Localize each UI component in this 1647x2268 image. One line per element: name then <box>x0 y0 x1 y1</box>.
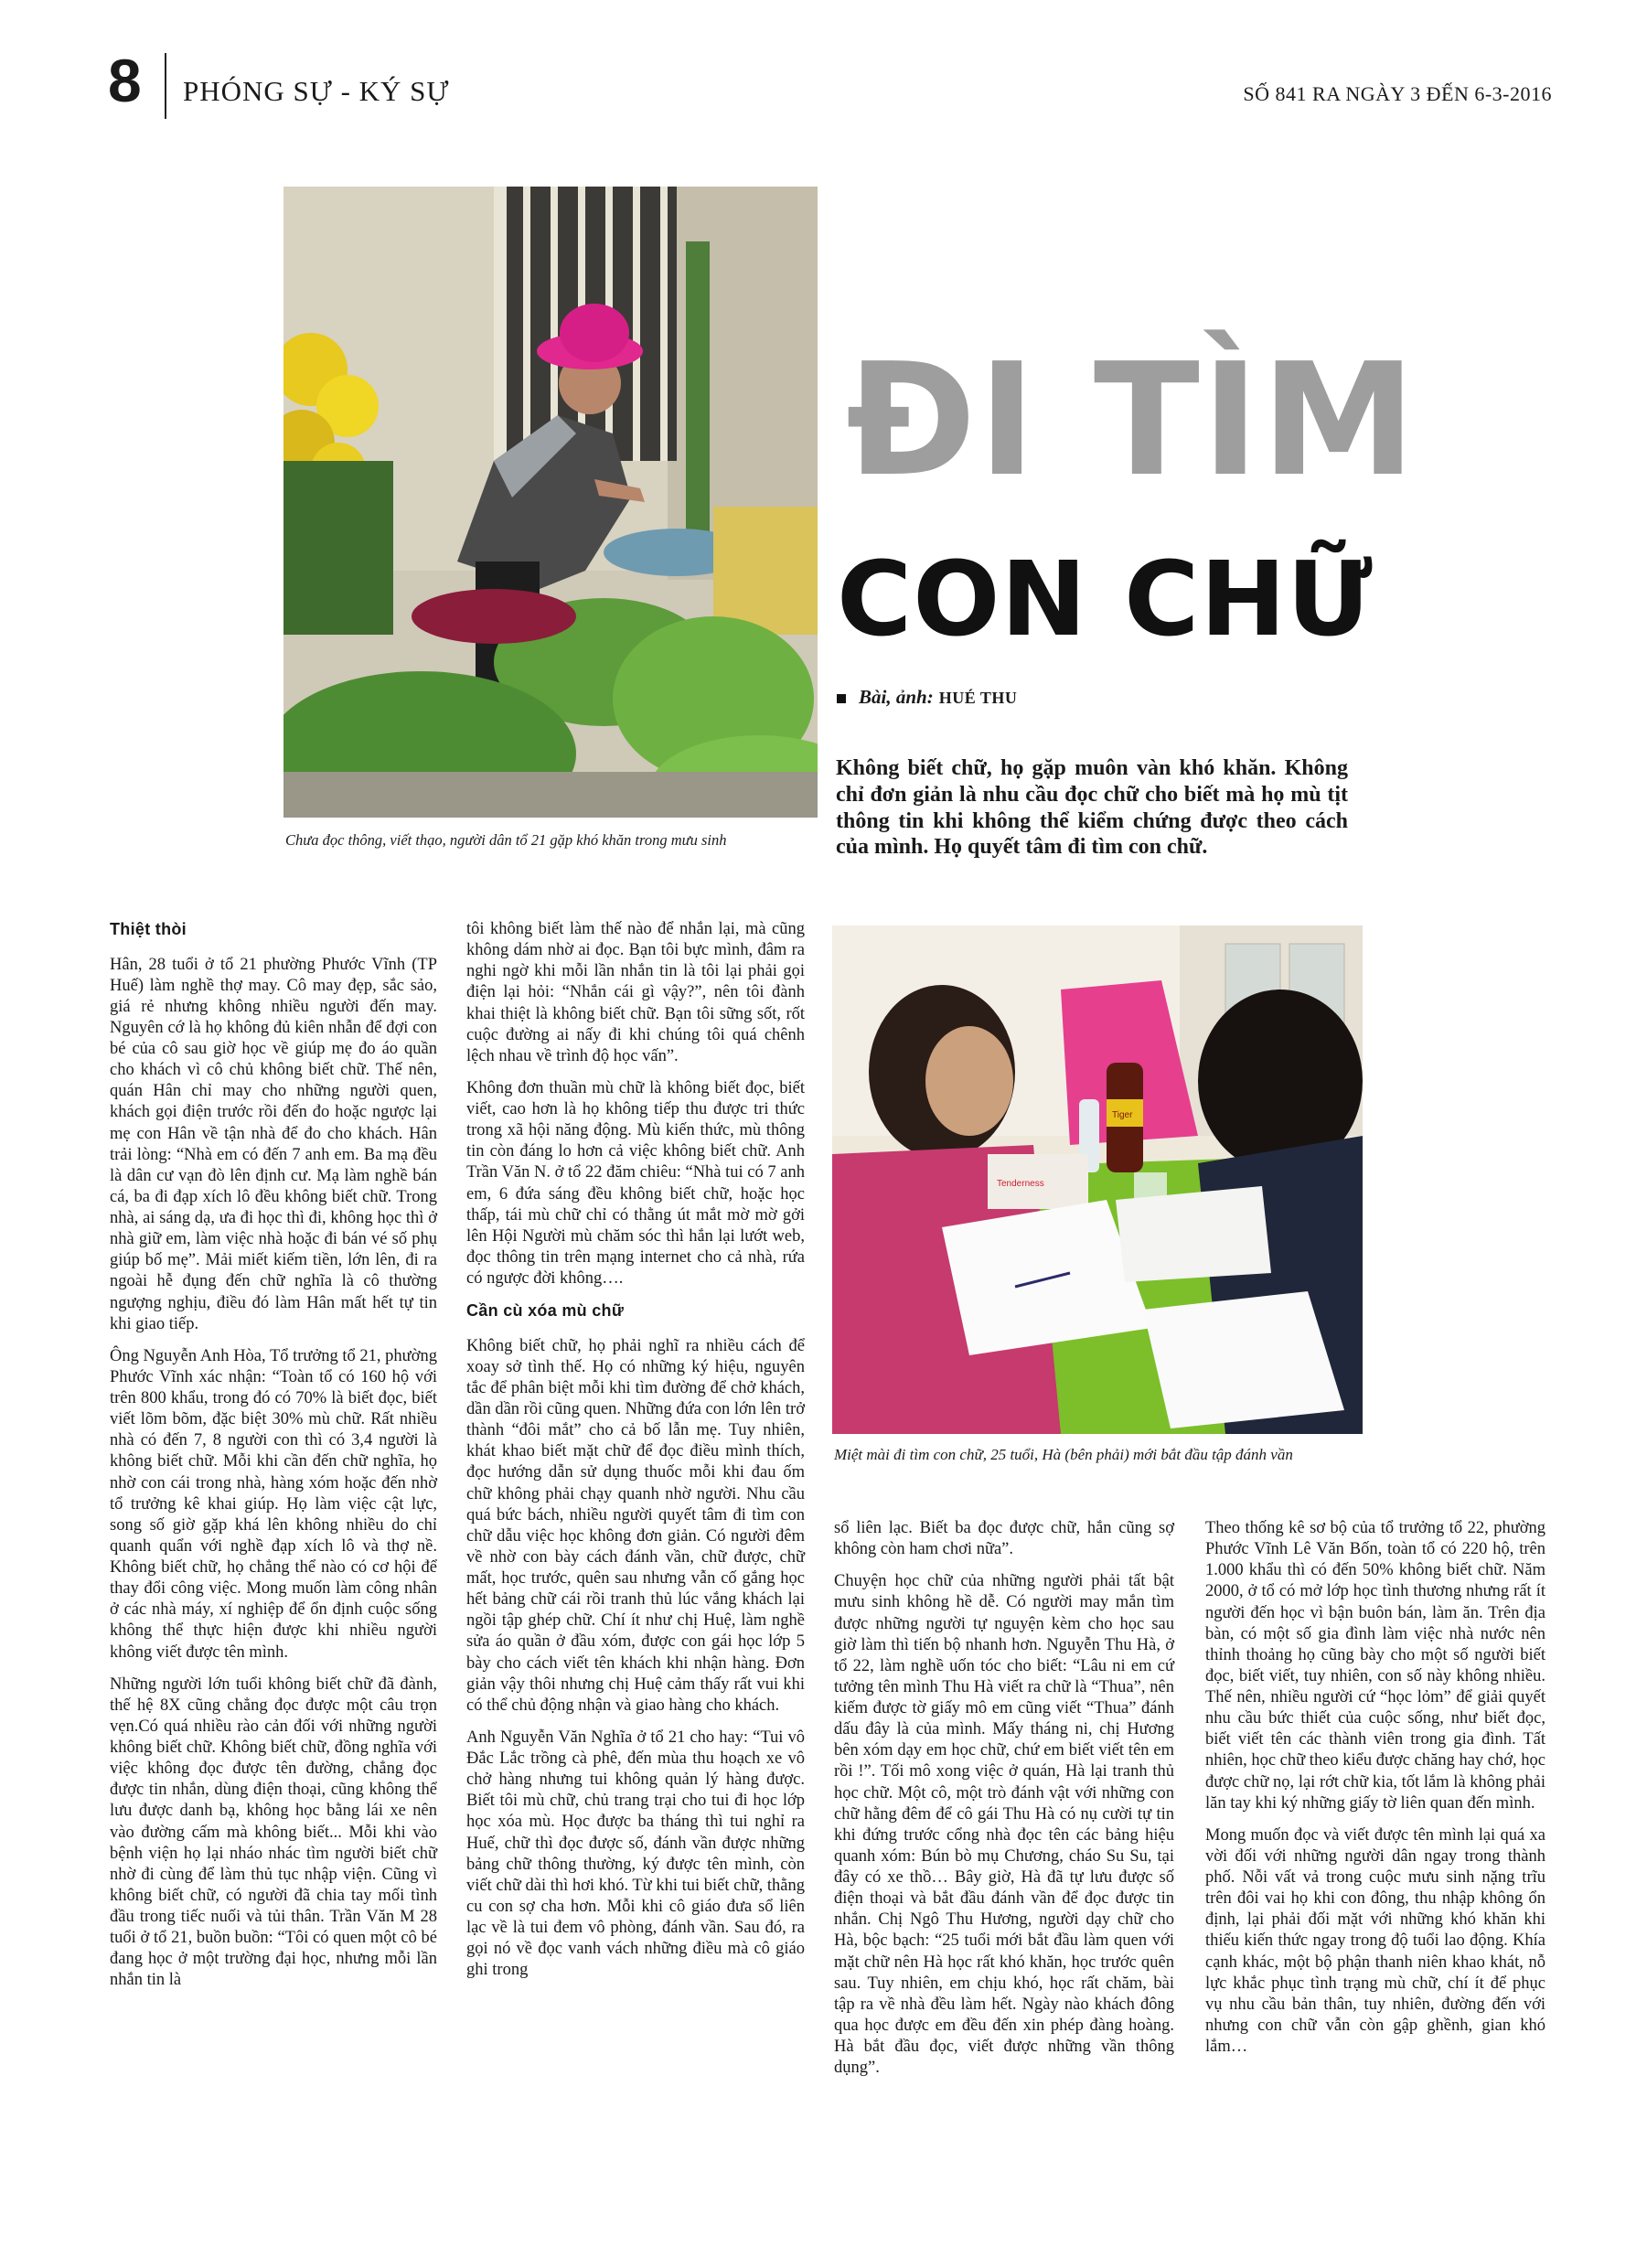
paragraph: tôi không biết làm thế nào để nhắn lại, mà cũng không dám nhờ ai đọc. Bạn tôi bực mình, đâm ra nghi ngờ khi mỗi lần nhắn tin là tôi lại phải gọi điện lại hỏi: “Nhắn cái gì vậy?”, nên tôi đành khai thiệt là không biết chữ. Bạn tôi sững sốt, rốt cuộc đường ai nấy đi khi chúng tôi quá chênh lệch nhau về trình độ học vấn”. <box>466 920 805 1065</box>
page-number: 8 <box>108 47 142 114</box>
paragraph: Theo thống kê sơ bộ của tổ trưởng tổ 22, phường Phước Vĩnh Lê Văn Bốn, toàn tổ có 220 hộ, trên 1.000 khẩu thì có đến 50% không biết chữ. Năm 2000, ở tổ có mở lớp học tình thương nhưng rất ít người đến học vì bận buôn bán, làm ăn. Trên địa bàn, có một số gia đình làm việc nhà nước nên thỉnh thoảng họ cũng bày cho một số người biết đọc, biết viết, tuy nhiên, con số này không nhiều. Thế nên, nhiều người cứ “học lỏm” để giải quyết nhu cầu bức thiết của cuộc sống, như biết đọc, biết viết tên các thành viên trong gia đình. Tất nhiên, học chữ theo kiểu được chăng hay chớ, học được chữ nọ, lại rớt chữ kia, tốt lắm là không phải lăn tay khi ký những giấy tờ liên quan đến mình. <box>1205 1519 1545 1813</box>
bottle-label: Tiger <box>1112 1110 1133 1120</box>
paragraph: Những người lớn tuổi không biết chữ đã đành, thế hệ 8X cũng chẳng đọc được một câu trọn vẹn.Có quá nhiều rào cản đối với những người không biết chữ. Không biết chữ, đồng nghĩa với việc không đọc được tên đường, chẳng đọc được tin nhắn, dùng điện thoại, cũng không thể lưu được danh bạ, không học bằng lái xe nên vào đường cấm mà không biết... Mỗi khi vào bệnh viện họ lại nháo nhác tìm người biết chữ nhờ đi cùng để làm thủ tục nhập viện. Cũng vì không biết chữ, có người đã chia tay mối tình đầu trong tiếc nuối và tủi thân. Trần Văn M 28 tuổi ở tổ 21, buồn buồn: “Tôi có quen một cô bé đang học ở một trường đại học, nhưng mỗi lần nhắn tin là <box>110 1674 437 1990</box>
issue-info: SỐ 841 RA NGÀY 3 ĐẾN 6-3-2016 <box>1243 82 1552 105</box>
column-1 <box>110 919 437 2003</box>
section-title: PHÓNG SỰ - KÝ SỰ <box>183 75 450 107</box>
byline-author: HUÉ THU <box>938 689 1018 707</box>
headline-sub: CON CHỮ <box>837 540 1374 659</box>
study-photo <box>832 925 1363 1434</box>
market-photo <box>283 187 818 818</box>
paragraph: Ông Nguyễn Anh Hòa, Tổ trưởng tổ 21, phường Phước Vĩnh xác nhận: “Toàn tổ có 160 hộ với trên 800 khẩu, trong đó có 70% là biết đọc, biết viết lõm bõm, đặc biệt 30% mù chữ. Rất nhiều nhà có đến 7, 8 người con thì có 3,4 người là không biết chữ. Mỗi khi cần đến chữ nghĩa, họ nhờ con cái trong nhà, hàng xóm hoặc đến nhờ tổ trưởng kê khai giúp. Họ làm việc cật lực, song số giờ gặp khá lên không nhiều do chỉ quanh quẩn với nghề đạp xích lô và thợ nề. Không biết chữ, họ chẳng thể nào có cơ hội để thay đổi công việc. Mong muốn làm công nhân ở các nhà máy, xí nghiệp để ổn định cuộc sống không thể thực hiện được khi nhiều người không viết được tên mình. <box>110 1346 437 1662</box>
market-photo-caption: Chưa đọc thông, viết thạo, người dân tổ 21 gặp khó khăn trong mưu sinh <box>285 831 727 849</box>
header-divider <box>165 53 166 119</box>
byline-label: Bài, ảnh: <box>859 686 934 708</box>
paragraph: sổ liên lạc. Biết ba đọc được chữ, hắn cũng sợ không còn ham chơi nữa”. <box>834 1519 1174 1559</box>
column-3 <box>834 1518 1174 2090</box>
headline-main: ĐI TÌM <box>846 330 1418 511</box>
paragraph: Mong muốn đọc và viết được tên mình lại quá xa vời đối với những người dân ngay trong thành phố. Nỗi vất vả trong cuộc mưu sinh nặng trĩu trên đôi vai họ khi con đông, thu nhập không ổn định, lại phải đối mặt với những khó khăn khi thiếu kiến thức ngay trong độ tuổi lao động. Khía cạnh khác, một bộ phận thanh niên khao khát, nỗ lực khắc phục tình trạng mù chữ, chí ít để phục vụ nhu cầu bản thân, tuy nhiên, đường đến với nhưng con chữ vẫn còn gập ghềnh, gian khó lắm… <box>1205 1825 1545 2056</box>
paragraph: Hân, 28 tuổi ở tổ 21 phường Phước Vĩnh (TP Huế) làm nghề thợ may. Cô may đẹp, sắc sảo, giá rẻ nhưng không nhiều người đến may. Nguyên cớ là họ không đủ kiên nhẫn để đợi con bé của cô sau giờ học về giúp mẹ đo áo quần cho khách vì cô chủ không biết chữ. Thế nên, quán Hân chỉ may cho những người quen, khách gọi điện trước rồi đến đo hoặc ngược lại mẹ con Hân về tận nhà để đo cho khách. Hân trải lòng: “Nhà em có đến 7 anh em. Ba mạ đều là dân cư vạn đò lên định cư. Mạ làm nghề bán cá, ba đi đạp xích lô đều không biết chữ. Trong nhà, ai sáng dạ, ưa đi học thì đi, không học thì ở nhà giữ em, làm việc nhà hoặc đi bán vé số phụ giúp bố mẹ”. Mải miết kiếm tiền, lớn lên, đi ra ngoài hễ đụng đến chữ nghĩa là cô thường ngượng nghịu, điều đó làm Hân mất hết tự tin khi giao tiếp. <box>110 955 437 1333</box>
byline-bullet <box>837 694 846 703</box>
paragraph: Chuyện học chữ của những người phải tất bật mưu sinh không hề dễ. Có người may mắn tìm được những người tự nguyện kèm cho học sau giờ làm thì tiến bộ nhanh hơn. Nguyễn Thu Hà, ở tổ 22, làm nghề uốn tóc cho biết: “Lâu ni em cứ tưởng tên mình Thu Hà viết ra chữ là “Thua”, nên kiếm được tờ giấy mô em cũng viết “Thua” đánh dấu đây là của mình. Mấy tháng ni, chị Hương bên xóm dạy em học chữ, chứ em biết viết tên em rồi !”. Tối mô xong việc ở quán, Hà lại tranh thủ học chữ. Một cô, một trò đánh vật với những con chữ hằng đêm để cô gái Thu Hà có nụ cười tự tin khi đứng trước cổng nhà đọc tên các bảng hiệu quanh xóm: Bún bò mụ Chương, cháo Su Su, tại đây có xe thồ… Bây giờ, Hà đã tự lưu được số điện thoại và bắt đầu đánh vần để đọc được tin nhắn. Chị Ngô Thu Hương, người dạy chữ cho Hà, bộc bạch: “25 tuổi mới bắt đầu làm quen với mặt chữ nên Hà học rất khó khăn, học trước quên sau. Tuy nhiên, em chịu khó, học rất chăm, bài tập ra về nhà đều làm hết. Ngày nào khách đông qua học được em đều đến xin phép đàng hoàng. Hà bắt đầu đọc, viết được những vần thông dụng”. <box>834 1572 1174 2078</box>
paragraph: Không đơn thuần mù chữ là không biết đọc, biết viết, cao hơn là họ không tiếp thu được tri thức trong xã hội năng động. Mù kiến thức, mù thông tin còn đáng lo hơn cả việc không biết chữ. Anh Trần Văn N. ở tổ 22 đăm chiêu: “Nhà tui có 7 anh em, 6 đứa sáng đều không biết chữ, hoặc học thấp, tái mù chữ chỉ có thằng út mắt mờ mờ gởi lên Hội Người mù chăm sóc thì hắn lại lướt web, đọc thông tin trên mạng internet cho cả nhà, rứa có ngược đời không…. <box>466 1078 805 1288</box>
column-2 <box>466 919 805 1992</box>
column-4 <box>1205 1518 1545 2069</box>
tissue-box-label: Tenderness <box>997 1179 1044 1189</box>
paragraph: Anh Nguyễn Văn Nghĩa ở tổ 21 cho hay: “Tui vô Đắc Lắc trồng cà phê, đến mùa thu hoạch xe vô chở hàng nhưng tui không quản lý hàng được. Biết tôi mù chữ, chủ trang trại cho tui đi học lớp học xóa mù. Học được ba tháng thì tui nghỉ ra Huế, chữ thì đọc được số, đánh vần được những bảng chữ thông thường, ký được tên mình, còn viết chữ dài thì hơi khó. Từ khi tui biết chữ, thằng cu con sợ cha hơn. Mỗi khi cô giáo đưa sổ liên lạc về là tui đem vô phòng, đánh vần. Sau đó, ra gọi nó về đọc vanh vách những điều mà cô giáo ghi trong <box>466 1728 805 1980</box>
lead-paragraph: Không biết chữ, họ gặp muôn vàn khó khăn. Không chỉ đơn giản là nhu cầu đọc chữ cho biết mà họ mù tịt thông tin khi không thể kiểm chứng được theo cách của mình. Họ quyết tâm đi tìm con chữ. <box>836 756 1348 860</box>
study-photo-caption: Miệt mài đi tìm con chữ, 25 tuổi, Hà (bên phải) mới bắt đầu tập đánh vần <box>834 1446 1293 1463</box>
subheading-can-cu: Cần cù xóa mù chữ <box>466 1301 625 1321</box>
byline <box>837 688 1017 707</box>
subheading-thiet-thoi: Thiệt thòi <box>110 920 187 938</box>
paragraph: Không biết chữ, họ phải nghĩ ra nhiều cách để xoay sở tình thế. Họ có những ký hiệu, nguyên tắc để phân biệt mỗi khi tìm đường để chở khách, dần dần rồi cũng quen. Những đứa con lớn lên trở thành “đôi mắt” cho cả bố lẫn mẹ. Tuy nhiên, khát khao biết mặt chữ để đọc điều mình thích, đọc hướng dẫn sử dụng thuốc mỗi khi đau ốm chữ không phải chạy quanh nhờ người. Nhu cầu quá bức bách, nhiều người quyết tâm đi tìm con chữ dẫu việc học không đơn giản. Có người đêm về nhờ con bày cách đánh vần, chữ được, chữ mất, học trước, quên sau nhưng vẫn cố gắng học hết bảng chữ cái rồi tranh thủ lúc vắng khách lại ngồi tập ghép chữ. Chí ít như chị Huệ, làm nghề sửa áo quần ở đầu xóm, được con gái học lớp 5 bày cho cách viết tên khách khi nhận hàng. Đơn giản vậy thôi nhưng chị Huệ cảm thấy rất vui khi có thể chủ động nhận và giao hàng cho khách. <box>466 1336 805 1715</box>
